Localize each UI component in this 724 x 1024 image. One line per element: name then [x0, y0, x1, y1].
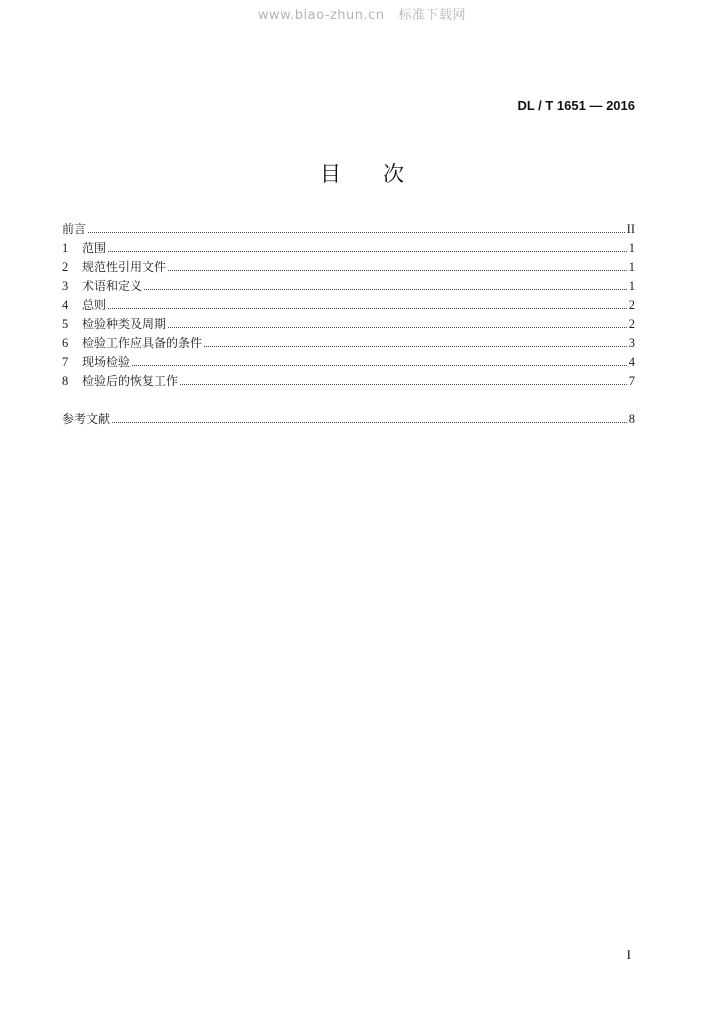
watermark-url: www.biao-zhun.cn — [257, 8, 385, 23]
toc-entry-4[interactable] — [62, 296, 635, 315]
toc-leader-dots — [168, 269, 627, 271]
toc-entry-page: 1 — [628, 279, 635, 293]
toc-leader-dots — [108, 307, 627, 309]
toc-leader-dots — [88, 231, 625, 233]
toc-entry-page: 2 — [628, 317, 635, 331]
toc-entry-label: 范围 — [82, 241, 107, 255]
toc-entry-page: 3 — [628, 336, 635, 350]
toc-entry-number: 6 — [62, 336, 69, 350]
toc-entry-page: 1 — [628, 260, 635, 274]
toc-entry-3[interactable] — [62, 277, 635, 296]
page-title: 目次 — [320, 162, 446, 186]
toc-entry-number: 8 — [62, 374, 69, 388]
toc-entry-page: II — [626, 222, 635, 236]
toc-entry-label: 检验工作应具备的条件 — [82, 336, 203, 350]
toc-entry-5[interactable] — [62, 315, 635, 334]
toc-leader-dots — [112, 421, 627, 423]
toc-entry-number: 3 — [62, 279, 69, 293]
toc-entry-page: 1 — [628, 241, 635, 255]
toc-entry-2[interactable] — [62, 258, 635, 277]
toc-entry-page: 8 — [628, 412, 635, 426]
toc-entry-6[interactable] — [62, 334, 635, 353]
toc-entry-label: 术语和定义 — [82, 279, 143, 293]
toc-entry-foreword[interactable] — [62, 220, 635, 239]
toc-leader-dots — [144, 288, 627, 290]
toc-entry-number: 2 — [62, 260, 69, 274]
toc-entry-number: 7 — [62, 355, 69, 369]
toc-leader-dots — [108, 250, 627, 252]
toc-entry-number: 5 — [62, 317, 69, 331]
toc-entry-7[interactable] — [62, 353, 635, 372]
toc-entry-page: 7 — [628, 374, 635, 388]
toc-entry-label: 总则 — [82, 298, 107, 312]
table-of-contents — [62, 220, 635, 429]
toc-entry-8[interactable] — [62, 372, 635, 391]
page-number: I — [626, 947, 631, 962]
toc-entry-label: 前言 — [62, 222, 87, 236]
standard-code: DL / T 1651 — 2016 — [517, 98, 635, 113]
watermark-site: 标准下载网 — [398, 8, 467, 23]
toc-entry-page: 4 — [628, 355, 635, 369]
toc-entry-number: 4 — [62, 298, 69, 312]
toc-entry-label: 检验种类及周期 — [82, 317, 167, 331]
toc-entry-number: 1 — [62, 241, 69, 255]
toc-entry-page: 2 — [628, 298, 635, 312]
toc-entry-1[interactable] — [62, 239, 635, 258]
toc-leader-dots — [168, 326, 627, 328]
watermark — [0, 4, 724, 23]
toc-entry-label: 现场检验 — [82, 355, 131, 369]
toc-entry-references[interactable] — [62, 410, 635, 429]
toc-leader-dots — [204, 345, 627, 347]
toc-entry-label: 规范性引用文件 — [82, 260, 167, 274]
toc-entry-label: 检验后的恢复工作 — [82, 374, 179, 388]
toc-entry-label: 参考文献 — [62, 412, 111, 426]
toc-leader-dots — [180, 383, 627, 385]
toc-leader-dots — [132, 364, 627, 366]
